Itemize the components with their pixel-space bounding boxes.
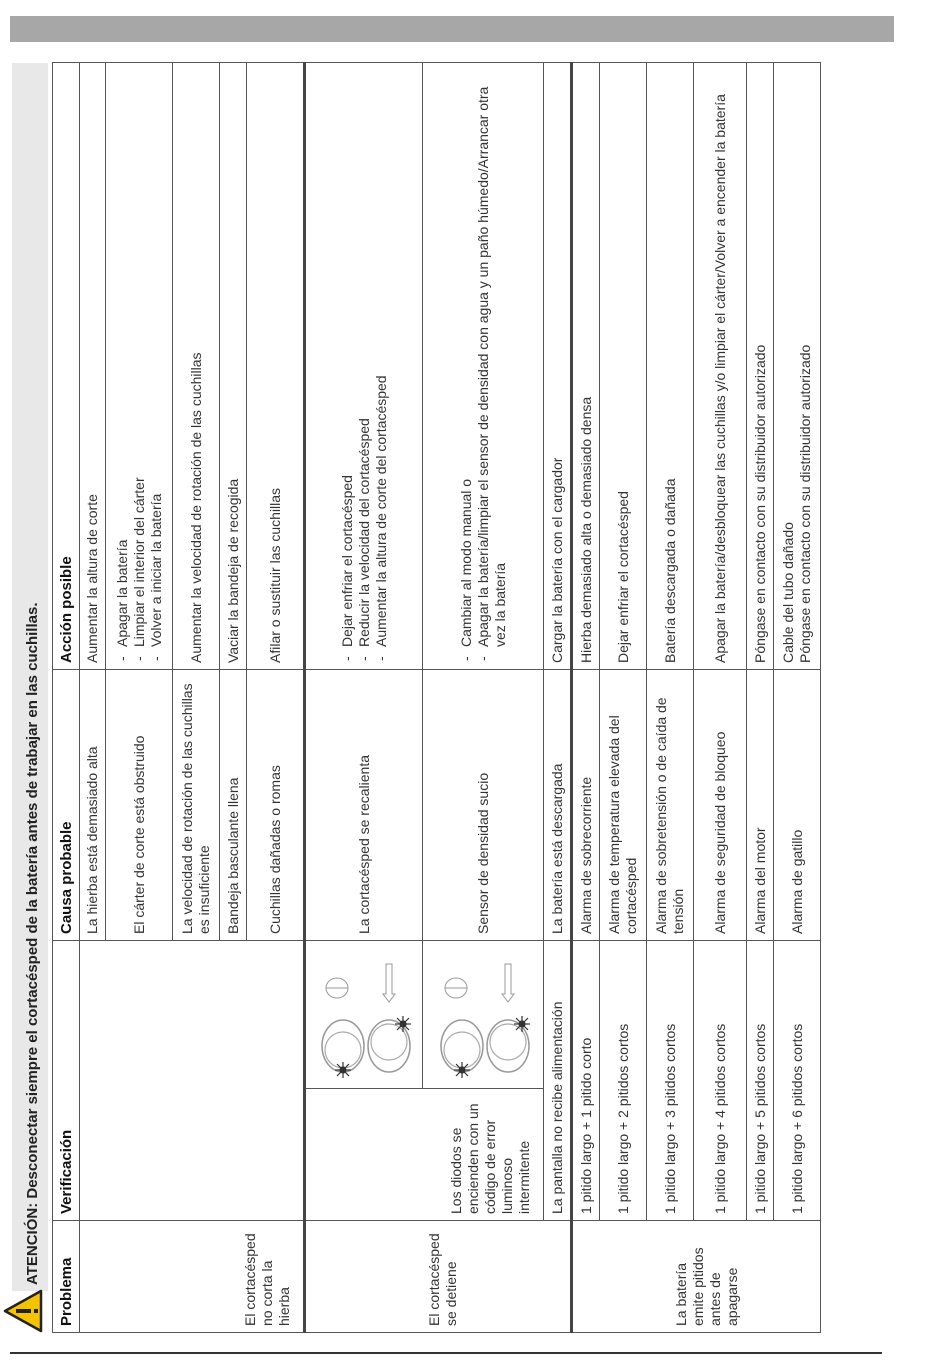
action-list xyxy=(458,69,509,663)
action-cell: Aumentar la velocidad de rotación de las cuchillas xyxy=(173,63,220,670)
verification-cell: 1 pitido largo + 5 pitidos cortos xyxy=(747,941,774,1221)
table-row xyxy=(694,63,747,1333)
action-cell: Póngase en contacto con su distribuidor autorizado xyxy=(747,63,774,670)
action-cell xyxy=(774,63,821,670)
action-item: - Volver a iniciar la batería xyxy=(148,69,165,663)
table-row xyxy=(600,63,647,1333)
cause-cell: Alarma de gatillo xyxy=(774,670,821,941)
action-cell: Hierba demasiado alta o demasiado densa xyxy=(572,63,600,670)
table-row xyxy=(305,63,423,1333)
action-item: - Reducir la velocidad del cortacésped xyxy=(356,69,373,663)
table-row xyxy=(544,63,572,1333)
cause-cell: Alarma de seguridad de bloqueo xyxy=(694,670,747,941)
action-cell: Afilar o sustituir las cuchillas xyxy=(247,63,305,670)
warning-banner xyxy=(0,63,48,1333)
led-blink-icon xyxy=(311,958,417,1086)
cause-cell: La batería está descargada xyxy=(544,670,572,941)
cause-cell: Sensor de densidad sucio xyxy=(423,670,544,941)
action-cell xyxy=(305,63,423,670)
action-cell: Batería descargada o dañada xyxy=(647,63,694,670)
cause-cell: Bandeja basculante llena xyxy=(220,670,247,941)
header-action: Acción posible xyxy=(53,63,80,670)
rotated-page xyxy=(0,63,816,1333)
action-cell: Vaciar la bandeja de recogida xyxy=(220,63,247,670)
action-item: - Aumentar la altura de corte del cortacésped xyxy=(373,69,390,663)
troubleshooting-table xyxy=(52,62,821,1333)
action-line: Cable del tubo dañado xyxy=(780,522,796,663)
warning-triangle-icon xyxy=(2,1289,44,1333)
action-item: - Apagar la batería/limpiar el sensor de densidad con agua y un paño húmedo/Arrancar otra vez la batería xyxy=(475,69,509,663)
verification-cell: 1 pitido largo + 6 pitidos cortos xyxy=(774,941,821,1221)
action-line: Póngase en contacto con su distribuidor autorizado xyxy=(797,344,813,663)
cause-cell: La hierba está demasiado alta xyxy=(80,670,106,941)
action-cell xyxy=(423,63,544,670)
action-item: - Apagar la batería xyxy=(114,69,131,663)
action-list xyxy=(339,69,390,663)
table-row xyxy=(774,63,821,1333)
verification-cell-empty xyxy=(80,941,305,1221)
header-bar xyxy=(10,16,894,42)
problem-cell: El cortacésped no corta la hierba xyxy=(80,1221,305,1333)
action-cell: Aumentar la altura de corte xyxy=(80,63,106,670)
header-problem: Problema xyxy=(53,1221,80,1333)
header-cause: Causa probable xyxy=(53,670,80,941)
action-item: - Cambiar al modo manual o xyxy=(458,69,475,663)
problem-cell: La batería emite pitidos antes de apagarse xyxy=(572,1221,821,1333)
table-row xyxy=(747,63,774,1333)
verification-cell: 1 pitido largo + 2 pitidos cortos xyxy=(600,941,647,1221)
table-row xyxy=(80,63,106,1333)
cause-cell: Alarma de sobrecorriente xyxy=(572,670,600,941)
warning-text: ATENCIÓN: Desconectar siempre el cortacésped de la batería antes de trabajar en las cuchillas. xyxy=(24,602,41,1285)
cause-cell: La cortacésped se recalienta xyxy=(305,670,423,941)
table-row xyxy=(572,63,600,1333)
verification-cell: 1 pitido largo + 3 pitidos cortos xyxy=(647,941,694,1221)
led-indicator-cell xyxy=(423,941,544,1089)
action-item: - Limpiar el interior del cárter xyxy=(131,69,148,663)
footer-rule xyxy=(10,1352,882,1354)
problem-cell: El cortacésped se detiene xyxy=(305,1221,572,1333)
table-header-row xyxy=(53,63,80,1333)
verification-cell: Los diodos se encienden con un código de error luminoso intermitente xyxy=(305,1089,544,1221)
action-cell: Cargar la batería con el cargador xyxy=(544,63,572,670)
cause-cell: Alarma del motor xyxy=(747,670,774,941)
led-indicator-cell xyxy=(305,941,423,1089)
cause-cell: El cárter de corte está obstruido xyxy=(106,670,173,941)
action-cell: Apagar la batería/desbloquear las cuchillas y/o limpiar el cárter/Volver a encender la batería xyxy=(694,63,747,670)
action-cell xyxy=(106,63,173,670)
cause-cell: Cuchillas dañadas o romas xyxy=(247,670,305,941)
action-item: - Dejar enfriar el cortacésped xyxy=(339,69,356,663)
action-cell: Dejar enfriar el cortacésped xyxy=(600,63,647,670)
action-list xyxy=(114,69,165,663)
verification-cell: La pantalla no recibe alimentación xyxy=(544,941,572,1221)
led-blink-icon xyxy=(430,958,536,1086)
verification-cell: 1 pitido largo + 4 pitidos cortos xyxy=(694,941,747,1221)
verification-cell: 1 pitido largo + 1 pitido corto xyxy=(572,941,600,1221)
cause-cell: Alarma de temperatura elevada del cortacésped xyxy=(600,670,647,941)
cause-cell: La velocidad de rotación de las cuchillas es insuficiente xyxy=(173,670,220,941)
header-verification: Verificación xyxy=(53,941,80,1221)
table-row xyxy=(647,63,694,1333)
cause-cell: Alarma de sobretensión o de caída de tensión xyxy=(647,670,694,941)
